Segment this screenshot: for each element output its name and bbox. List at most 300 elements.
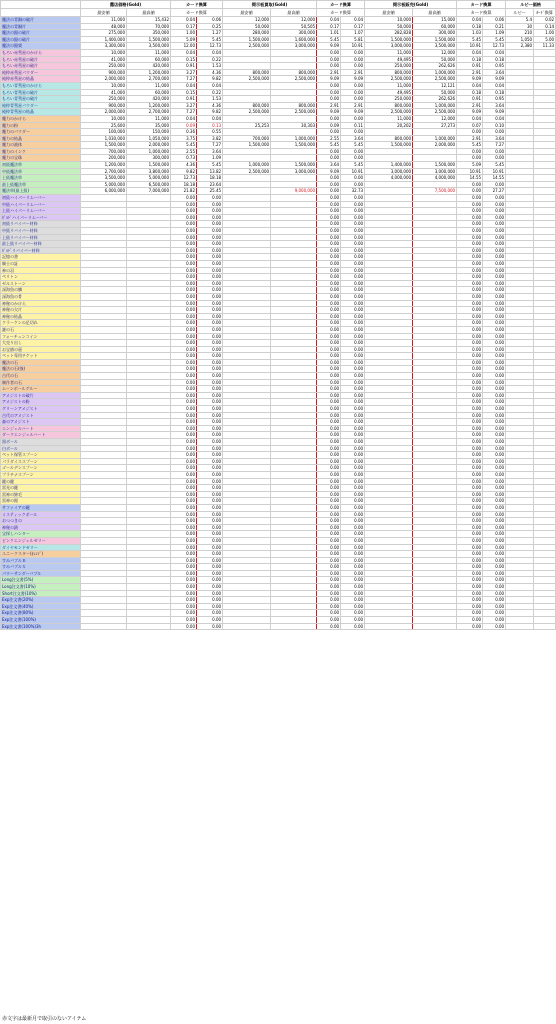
value-cell: 0.00 [457, 617, 483, 624]
value-cell [534, 69, 556, 76]
value-cell [127, 214, 171, 221]
value-cell: 1,500,000 [413, 162, 457, 169]
value-cell: 0.00 [197, 320, 223, 327]
table-row [1, 537, 556, 544]
value-cell: 0.22 [197, 89, 223, 96]
value-cell [127, 201, 171, 208]
item-name-cell: 深海魚の骨 [1, 293, 81, 300]
value-cell [534, 76, 556, 83]
value-cell [271, 96, 317, 103]
value-cell: 0.00 [171, 504, 197, 511]
value-cell: 0.00 [197, 518, 223, 525]
value-cell: 0.00 [171, 234, 197, 241]
table-row [1, 228, 556, 235]
value-cell: 2.91 [341, 102, 365, 109]
value-cell: 1,000,000 [271, 135, 317, 142]
value-cell [413, 544, 457, 551]
table-row [1, 498, 556, 505]
value-cell [365, 373, 413, 380]
value-cell: 2,000,000 [127, 142, 171, 149]
value-cell: 0.00 [171, 195, 197, 202]
item-name-cell: 神秘のかけら [1, 300, 81, 307]
value-cell: 1.53 [197, 96, 223, 103]
board-buy-header: 掲示板買取(Gold) [223, 1, 317, 9]
value-cell [81, 300, 127, 307]
value-cell: 0.00 [197, 406, 223, 413]
value-cell [223, 366, 271, 373]
value-cell: 0.00 [317, 399, 341, 406]
value-cell [81, 221, 127, 228]
table-row [1, 432, 556, 439]
value-cell: 1,500,000 [223, 142, 271, 149]
value-cell [365, 333, 413, 340]
value-cell: 0.91 [457, 96, 483, 103]
value-cell [127, 504, 171, 511]
value-cell [223, 399, 271, 406]
item-name-cell: 魔力のかけら [1, 115, 81, 122]
value-cell: 5.4 [506, 17, 534, 24]
value-cell: 3,000,000 [271, 43, 317, 50]
value-cell: 0.04 [341, 17, 365, 24]
value-cell [271, 452, 317, 459]
value-cell [127, 570, 171, 577]
value-cell: 0.00 [341, 524, 365, 531]
value-cell: 0.00 [483, 346, 506, 353]
value-cell [127, 326, 171, 333]
value-cell: 1,500,000 [365, 36, 413, 43]
value-cell: 0.00 [197, 564, 223, 571]
value-cell [223, 333, 271, 340]
value-cell: 0.00 [197, 195, 223, 202]
value-cell [271, 155, 317, 162]
item-name-cell: 古代の石 [1, 373, 81, 380]
value-cell [365, 313, 413, 320]
value-cell: 0.00 [457, 287, 483, 294]
value-cell [365, 228, 413, 235]
table-row [1, 109, 556, 116]
value-cell: 0.00 [457, 445, 483, 452]
value-cell: 0.18 [483, 89, 506, 96]
value-cell: 0.00 [317, 471, 341, 478]
value-cell [365, 471, 413, 478]
value-cell: 0.00 [457, 597, 483, 604]
value-cell: 0.00 [483, 504, 506, 511]
value-cell: 0.00 [197, 471, 223, 478]
value-cell: 0.00 [341, 551, 365, 558]
value-cell: 5.45 [171, 142, 197, 149]
value-cell [506, 76, 534, 83]
table-row [1, 617, 556, 624]
value-cell [127, 333, 171, 340]
value-cell: 12,000 [271, 17, 317, 24]
value-cell: 0.00 [197, 307, 223, 314]
value-cell: 0.00 [197, 333, 223, 340]
value-cell: 0.00 [197, 326, 223, 333]
item-name-cell: 制作者の石 [1, 379, 81, 386]
table-row [1, 412, 556, 419]
value-cell [81, 617, 127, 624]
value-cell: 1.09 [197, 155, 223, 162]
value-cell [81, 326, 127, 333]
item-name-cell: パラダイススプーン [1, 458, 81, 465]
value-cell: 0.00 [457, 208, 483, 215]
value-cell: 0.00 [341, 148, 365, 155]
market-min-header: 最安値 [81, 9, 127, 17]
value-cell [506, 96, 534, 103]
value-cell: 0.95 [483, 63, 506, 70]
value-cell: 1,500,000 [271, 162, 317, 169]
value-cell: 0.00 [457, 366, 483, 373]
value-cell [534, 353, 556, 360]
value-cell [223, 359, 271, 366]
table-row [1, 129, 556, 136]
item-name-cell: Exp注文書(100%)3h [1, 623, 81, 630]
value-cell [506, 168, 534, 175]
value-cell [81, 366, 127, 373]
value-cell [506, 458, 534, 465]
value-cell: 0.00 [317, 491, 341, 498]
value-cell: 0.91 [171, 63, 197, 70]
value-cell: 2.91 [457, 102, 483, 109]
value-cell: 0.00 [483, 439, 506, 446]
value-cell: 0.00 [171, 537, 197, 544]
value-cell [534, 590, 556, 597]
value-cell: 0.00 [341, 155, 365, 162]
value-cell: 0.00 [317, 485, 341, 492]
value-cell: 0.00 [457, 584, 483, 591]
value-cell [506, 471, 534, 478]
table-row [1, 603, 556, 610]
value-cell: 0.18 [457, 89, 483, 96]
value-cell [127, 340, 171, 347]
value-cell [271, 432, 317, 439]
value-cell: 0.25 [197, 23, 223, 30]
value-cell [534, 241, 556, 248]
value-cell [534, 577, 556, 584]
value-cell: 11,000 [127, 115, 171, 122]
value-cell: 0.00 [197, 313, 223, 320]
value-cell: 0.00 [197, 485, 223, 492]
value-cell [534, 399, 556, 406]
value-cell: 0.00 [341, 214, 365, 221]
value-cell: 0.00 [341, 518, 365, 525]
value-cell: 0.00 [171, 353, 197, 360]
table-row [1, 524, 556, 531]
value-cell [534, 320, 556, 327]
value-cell [223, 340, 271, 347]
value-cell [127, 544, 171, 551]
value-cell: 0.00 [341, 96, 365, 103]
value-cell: 0.00 [317, 155, 341, 162]
value-cell: 0.00 [317, 465, 341, 472]
value-cell [534, 392, 556, 399]
item-name-cell: 古代のアメジスト [1, 412, 81, 419]
table-row [1, 280, 556, 287]
value-cell [127, 432, 171, 439]
value-cell: 3,000,000 [271, 168, 317, 175]
value-cell: 4,000,000 [365, 175, 413, 182]
value-cell: 0.00 [457, 313, 483, 320]
value-cell [534, 531, 556, 538]
value-cell: 0.00 [171, 577, 197, 584]
value-cell [127, 287, 171, 294]
value-cell: 0.00 [317, 96, 341, 103]
value-cell: 0.00 [317, 82, 341, 89]
value-cell: 1,400,000 [365, 162, 413, 169]
value-cell: 0.00 [457, 254, 483, 261]
value-cell: 0.00 [341, 366, 365, 373]
value-cell: 0.00 [317, 228, 341, 235]
table-row [1, 89, 556, 96]
item-name-cell: 大売り出し [1, 340, 81, 347]
value-cell: 0.00 [483, 617, 506, 624]
value-cell [506, 432, 534, 439]
value-cell: 0.00 [483, 478, 506, 485]
value-cell: 275,000 [81, 30, 127, 37]
value-cell: 0.00 [341, 406, 365, 413]
value-cell: 0.00 [341, 201, 365, 208]
value-cell: 0.00 [171, 439, 197, 446]
value-cell [271, 115, 317, 122]
value-cell: 0.00 [171, 524, 197, 531]
value-cell: 0.04 [171, 17, 197, 24]
value-cell: 0.00 [317, 201, 341, 208]
value-cell [127, 551, 171, 558]
value-cell: 0.00 [197, 234, 223, 241]
value-cell [271, 445, 317, 452]
value-cell: 25,253 [223, 122, 271, 129]
value-cell: 0.00 [483, 148, 506, 155]
value-cell: 800,000 [365, 102, 413, 109]
value-cell [506, 260, 534, 267]
value-cell: 800,000 [271, 69, 317, 76]
sell-min-header: 最安値 [365, 9, 413, 17]
table-row [1, 445, 556, 452]
value-cell [365, 214, 413, 221]
value-cell: 0.00 [197, 584, 223, 591]
value-cell: 0.00 [457, 577, 483, 584]
value-cell [127, 439, 171, 446]
value-cell: 0.00 [457, 518, 483, 525]
value-cell: 0.00 [197, 366, 223, 373]
value-cell: 0.00 [483, 570, 506, 577]
table-row [1, 241, 556, 248]
value-cell: 0.00 [457, 544, 483, 551]
value-cell: 11,000 [127, 82, 171, 89]
table-row [1, 623, 556, 630]
value-cell [223, 49, 271, 56]
value-cell [81, 531, 127, 538]
value-cell: 0.00 [457, 432, 483, 439]
value-cell [506, 524, 534, 531]
value-cell [506, 478, 534, 485]
value-cell [365, 386, 413, 393]
table-row [1, 307, 556, 314]
value-cell [81, 307, 127, 314]
value-cell [223, 570, 271, 577]
value-cell: 0.00 [317, 439, 341, 446]
value-cell: 0.00 [341, 247, 365, 254]
value-cell [365, 201, 413, 208]
value-cell: 0.00 [457, 241, 483, 248]
value-cell [365, 247, 413, 254]
value-cell [271, 267, 317, 274]
value-cell: 0.00 [457, 511, 483, 518]
value-cell [81, 392, 127, 399]
value-cell: 0.00 [483, 247, 506, 254]
value-cell: 0.00 [171, 333, 197, 340]
value-cell: 6,500,000 [127, 181, 171, 188]
value-cell [506, 359, 534, 366]
value-cell [413, 307, 457, 314]
item-name-cell: グリーンアメジスト [1, 406, 81, 413]
value-cell: 3.64 [341, 135, 365, 142]
value-cell: 0.00 [457, 392, 483, 399]
value-cell: 0.00 [483, 234, 506, 241]
value-cell: 0.00 [317, 89, 341, 96]
value-cell: 0.00 [171, 597, 197, 604]
value-cell: 35,000 [127, 122, 171, 129]
value-cell: 2,700,000 [127, 76, 171, 83]
value-cell: 0.00 [341, 465, 365, 472]
value-cell [223, 228, 271, 235]
value-cell [534, 280, 556, 287]
value-cell [506, 577, 534, 584]
value-cell [127, 353, 171, 360]
value-cell [413, 353, 457, 360]
value-cell [223, 353, 271, 360]
value-cell: 0.00 [483, 524, 506, 531]
value-cell: 0.00 [483, 471, 506, 478]
value-cell [534, 168, 556, 175]
table-row [1, 597, 556, 604]
value-cell: 0.00 [197, 247, 223, 254]
value-cell: 0.00 [317, 214, 341, 221]
value-cell: 27.27 [483, 188, 506, 195]
value-cell [223, 551, 271, 558]
value-cell [271, 346, 317, 353]
value-cell [365, 254, 413, 261]
table-row [1, 340, 556, 347]
value-cell [534, 623, 556, 630]
value-cell: 2,700,000 [127, 109, 171, 116]
value-cell: 0.00 [483, 373, 506, 380]
value-cell: 0.00 [317, 254, 341, 261]
table-row [1, 122, 556, 129]
value-cell: 7,000,000 [127, 188, 171, 195]
table-row [1, 221, 556, 228]
value-cell: 4.36 [171, 162, 197, 169]
value-cell: 0.00 [457, 379, 483, 386]
value-cell: 700,000 [81, 148, 127, 155]
value-cell [81, 597, 127, 604]
value-cell [413, 155, 457, 162]
value-cell [223, 432, 271, 439]
item-name-cell: 魔力の結晶 [1, 135, 81, 142]
value-cell [413, 524, 457, 531]
value-cell: 0.00 [483, 465, 506, 472]
value-cell: 2.91 [317, 102, 341, 109]
value-cell: 0.00 [483, 445, 506, 452]
value-cell [81, 320, 127, 327]
value-cell [365, 155, 413, 162]
value-cell: 0.00 [341, 234, 365, 241]
table-row [1, 366, 556, 373]
value-cell: 0.00 [171, 412, 197, 419]
value-cell [127, 465, 171, 472]
value-cell [534, 208, 556, 215]
value-cell [81, 412, 127, 419]
value-cell [127, 247, 171, 254]
value-cell [365, 544, 413, 551]
value-cell: 0.04 [197, 115, 223, 122]
value-cell [506, 590, 534, 597]
value-cell: 0.91 [457, 63, 483, 70]
value-cell [365, 340, 413, 347]
value-cell: 0.00 [341, 274, 365, 281]
table-row [1, 36, 556, 43]
value-cell [506, 89, 534, 96]
value-cell: 1,000,000 [127, 148, 171, 155]
value-cell [81, 287, 127, 294]
item-name-cell: 最上級魔法草 [1, 181, 81, 188]
item-name-cell: フォーチュンコイン [1, 333, 81, 340]
value-cell: 5.45 [197, 36, 223, 43]
value-cell [223, 452, 271, 459]
value-cell: 0.00 [317, 504, 341, 511]
value-cell: 0.00 [457, 557, 483, 564]
value-cell [506, 221, 534, 228]
value-cell [413, 379, 457, 386]
value-cell: 7.27 [171, 109, 197, 116]
table-row [1, 504, 556, 511]
value-cell [223, 293, 271, 300]
value-cell [413, 432, 457, 439]
value-cell [506, 320, 534, 327]
value-cell [506, 485, 534, 492]
value-cell [365, 300, 413, 307]
value-cell [271, 458, 317, 465]
value-cell [271, 617, 317, 624]
value-cell [534, 201, 556, 208]
value-cell: 0.00 [317, 129, 341, 136]
value-cell [127, 584, 171, 591]
value-cell [81, 267, 127, 274]
value-cell [81, 241, 127, 248]
value-cell: 0.00 [483, 557, 506, 564]
value-cell: 0.00 [457, 280, 483, 287]
value-cell: 9.09 [483, 76, 506, 83]
value-cell [81, 373, 127, 380]
item-name-cell: 魔力の液体 [1, 142, 81, 149]
value-cell: 0.00 [171, 386, 197, 393]
value-cell [223, 537, 271, 544]
value-cell [271, 544, 317, 551]
value-cell: 0.00 [341, 241, 365, 248]
value-cell: 1.09 [483, 30, 506, 37]
value-cell [413, 504, 457, 511]
value-cell: 15,432 [127, 17, 171, 24]
table-row [1, 195, 556, 202]
value-cell [223, 188, 271, 195]
value-cell: 9.09 [457, 76, 483, 83]
value-cell: 0.00 [317, 221, 341, 228]
value-cell: 0.00 [197, 557, 223, 564]
value-cell: 0.00 [171, 511, 197, 518]
value-cell [81, 610, 127, 617]
value-cell: 0.00 [171, 221, 197, 228]
value-cell: 15,000 [413, 17, 457, 24]
